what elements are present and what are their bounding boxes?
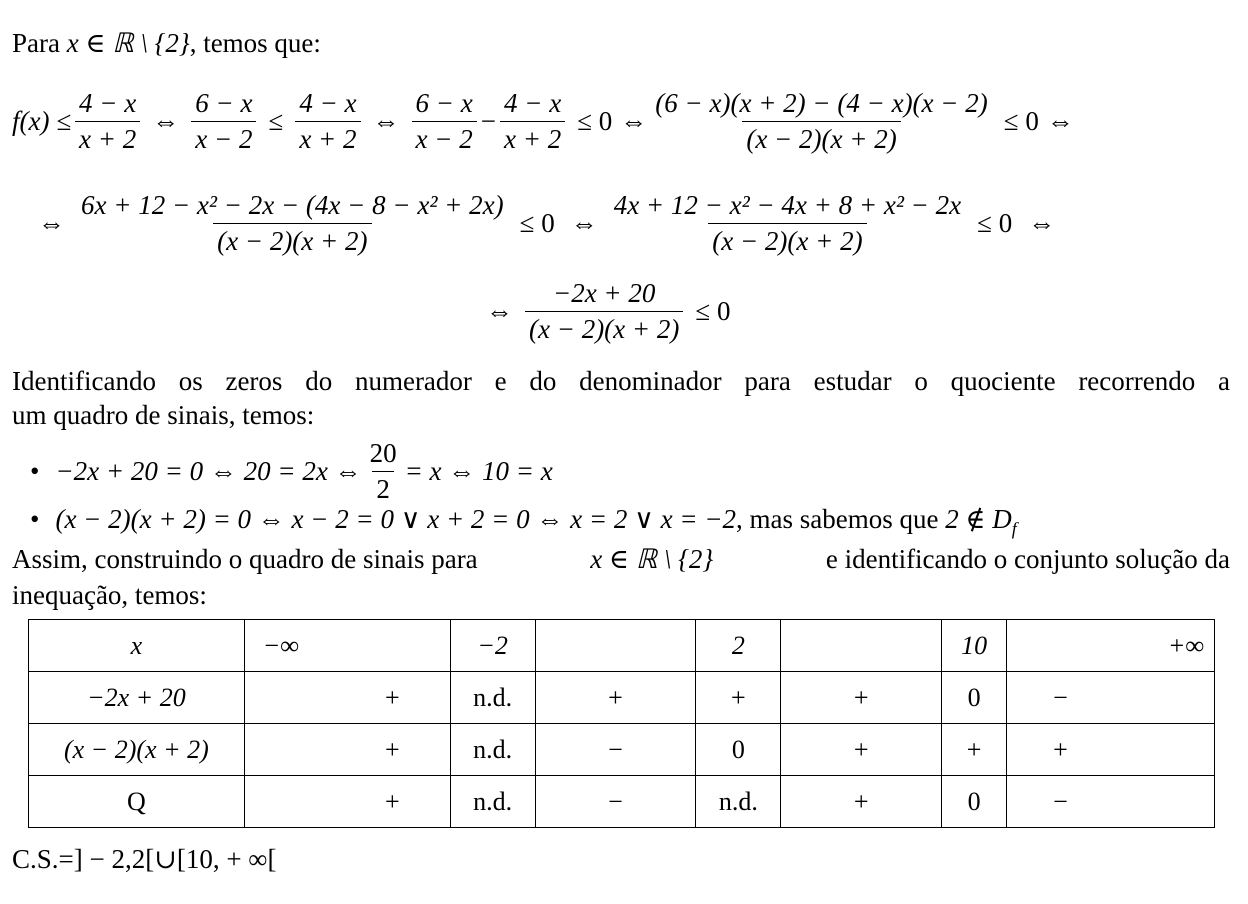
- eq1-frac-6-den: (x − 2)(x + 2): [742, 121, 900, 155]
- paragraph-2-line-1: [12, 544, 1230, 575]
- eq1-frac-1-num: 4 − x: [79, 88, 137, 118]
- eq2-frac-2: [610, 190, 965, 257]
- table-cell: n.d.: [450, 724, 535, 776]
- eq1-iff-4: ⇔: [1046, 106, 1074, 137]
- eq1-minus: −: [480, 106, 496, 137]
- eq1-frac-6-num: (6 − x)(x + 2) − (4 − x)(x − 2): [655, 88, 988, 118]
- bullet-2-end: 2 ∉ D: [945, 504, 1012, 534]
- eq1-le0-1: ≤ 0: [577, 106, 613, 137]
- eq1-frac-4-den: x − 2: [412, 121, 477, 155]
- table-cell: 0: [942, 776, 1007, 828]
- eq1-frac-1-den: x + 2: [75, 121, 140, 155]
- intro-line: [12, 28, 321, 59]
- paragraph-2-text-a: Assim, construindo o quadro de sinais para: [12, 544, 478, 574]
- eq3-iff: ⇔: [486, 296, 513, 327]
- eq1-iff-3: ⇔: [620, 106, 648, 137]
- table-cell: −2: [450, 620, 535, 672]
- bullet-1-frac: [366, 438, 401, 505]
- bullet-1-frac-den: 2: [372, 471, 394, 505]
- table-cell: 0: [696, 724, 781, 776]
- table-cell: −2x + 20: [29, 672, 245, 724]
- eq1-le0-2: ≤ 0: [1003, 106, 1039, 137]
- eq1-frac-5-num: 4 − x: [503, 88, 562, 118]
- table-cell: n.d.: [696, 776, 781, 828]
- table-cell: 0: [942, 672, 1007, 724]
- intro-suffix: , temos que:: [189, 28, 321, 58]
- table-cell: +: [781, 776, 942, 828]
- bullet-1-frac-num: 20: [369, 438, 397, 468]
- eq1-le: ≤: [268, 106, 284, 137]
- paragraph-2-text-b: e identificando o conjunto solução da: [825, 544, 1230, 574]
- table-cell: (x − 2)(x + 2): [29, 724, 245, 776]
- bullet-2-text: , mas sabemos que: [736, 504, 946, 534]
- table-cell: 2: [696, 620, 781, 672]
- table-cell: 10: [942, 620, 1007, 672]
- intro-domain: x ∈ ℝ \ {2}: [66, 28, 190, 58]
- paragraph-2-math: x ∈ ℝ \ {2}: [590, 544, 714, 574]
- eq2-iff-3: ⇔: [1028, 208, 1056, 239]
- eq2-frac-1: [77, 190, 508, 257]
- bullet-marker-2: •: [30, 504, 40, 534]
- sign-table: [28, 619, 1215, 828]
- table-cell: n.d.: [450, 776, 535, 828]
- paragraph-2-line-2: inequação, temos:: [12, 580, 207, 610]
- eq2-frac-2-num: 4x + 12 − x² − 4x + 8 + x² − 2x: [613, 190, 962, 220]
- table-cell: x: [29, 620, 245, 672]
- table-row: [29, 672, 1215, 724]
- equation-line-1: [12, 88, 1074, 155]
- table-cell: +: [942, 724, 1007, 776]
- table-cell: +: [696, 672, 781, 724]
- bullet-marker-1: •: [30, 456, 40, 487]
- table-cell: +: [781, 724, 942, 776]
- table-row: [29, 620, 1215, 672]
- intro-prefix: Para: [12, 28, 67, 58]
- table-cell: +: [535, 672, 696, 724]
- table-cell: −: [1007, 672, 1215, 724]
- eq3-le0: ≤ 0: [695, 296, 731, 327]
- eq1-f: f(x) ≤: [12, 106, 72, 137]
- eq1-frac-2-den: x − 2: [191, 121, 256, 155]
- table-row: [29, 776, 1215, 828]
- bullet-1-math-a: −2x + 20 = 0 ⇔ 20 = 2x ⇔: [55, 456, 362, 487]
- eq2-frac-1-den: (x − 2)(x + 2): [213, 223, 371, 257]
- eq2-frac-2-den: (x − 2)(x + 2): [708, 223, 866, 257]
- bullet-2-math: (x − 2)(x + 2) = 0 ⇔ x − 2 = 0 ∨ x + 2 = 0 ⇔ x = 2 ∨ x = −2: [55, 504, 737, 534]
- eq1-frac-5: [500, 88, 565, 155]
- paragraph-1-line-2: um quadro de sinais, temos:: [12, 400, 315, 430]
- table-cell: +∞: [1007, 620, 1215, 672]
- eq1-frac-4: [412, 88, 477, 155]
- table-cell: n.d.: [450, 672, 535, 724]
- eq1-frac-2-num: 6 − x: [195, 88, 253, 118]
- bullet-2-subscript: f: [1011, 518, 1017, 539]
- solution-set: C.S.=] − 2,2[∪[10, + ∞[: [12, 844, 277, 874]
- eq3-frac: [525, 278, 683, 345]
- eq1-iff-2: ⇔: [372, 106, 400, 137]
- table-cell: −∞: [244, 620, 450, 672]
- eq1-frac-3-den: x + 2: [295, 121, 360, 155]
- table-cell: −: [535, 776, 696, 828]
- eq2-iff-1: ⇔: [38, 208, 65, 239]
- eq1-frac-6: [651, 88, 991, 155]
- table-cell: [535, 620, 696, 672]
- table-cell: +: [1007, 724, 1215, 776]
- eq3-frac-num: −2x + 20: [552, 278, 656, 308]
- equation-line-3: [478, 278, 738, 345]
- table-cell: +: [244, 724, 450, 776]
- table-cell: −: [1007, 776, 1215, 828]
- paragraph-1-line-1: Identificando os zeros do numerador e do denominador para estudar o quociente recorrendo a: [12, 366, 1230, 396]
- equation-line-2: [30, 190, 1063, 257]
- table-cell: [781, 620, 942, 672]
- bullet-item-1: [30, 438, 553, 505]
- eq1-frac-5-den: x + 2: [500, 121, 565, 155]
- eq1-frac-1: [75, 88, 140, 155]
- eq1-iff-1: ⇔: [152, 106, 180, 137]
- table-cell: Q: [29, 776, 245, 828]
- table-cell: +: [781, 672, 942, 724]
- table-cell: −: [535, 724, 696, 776]
- table-cell: +: [244, 776, 450, 828]
- table-row: [29, 724, 1215, 776]
- bullet-item-2: [30, 504, 1017, 539]
- eq2-frac-1-num: 6x + 12 − x² − 2x − (4x − 8 − x² + 2x): [81, 190, 504, 220]
- eq1-frac-2: [191, 88, 256, 155]
- eq1-frac-3-num: 4 − x: [299, 88, 357, 118]
- bullet-1-math-b: = x ⇔ 10 = x: [404, 456, 553, 487]
- eq2-le0-1: ≤ 0: [519, 208, 555, 239]
- table-cell: +: [244, 672, 450, 724]
- eq3-frac-den: (x − 2)(x + 2): [525, 311, 683, 345]
- eq1-frac-4-num: 6 − x: [415, 88, 473, 118]
- eq1-frac-3: [295, 88, 360, 155]
- eq2-le0-2: ≤ 0: [977, 208, 1013, 239]
- eq2-iff-2: ⇔: [570, 208, 598, 239]
